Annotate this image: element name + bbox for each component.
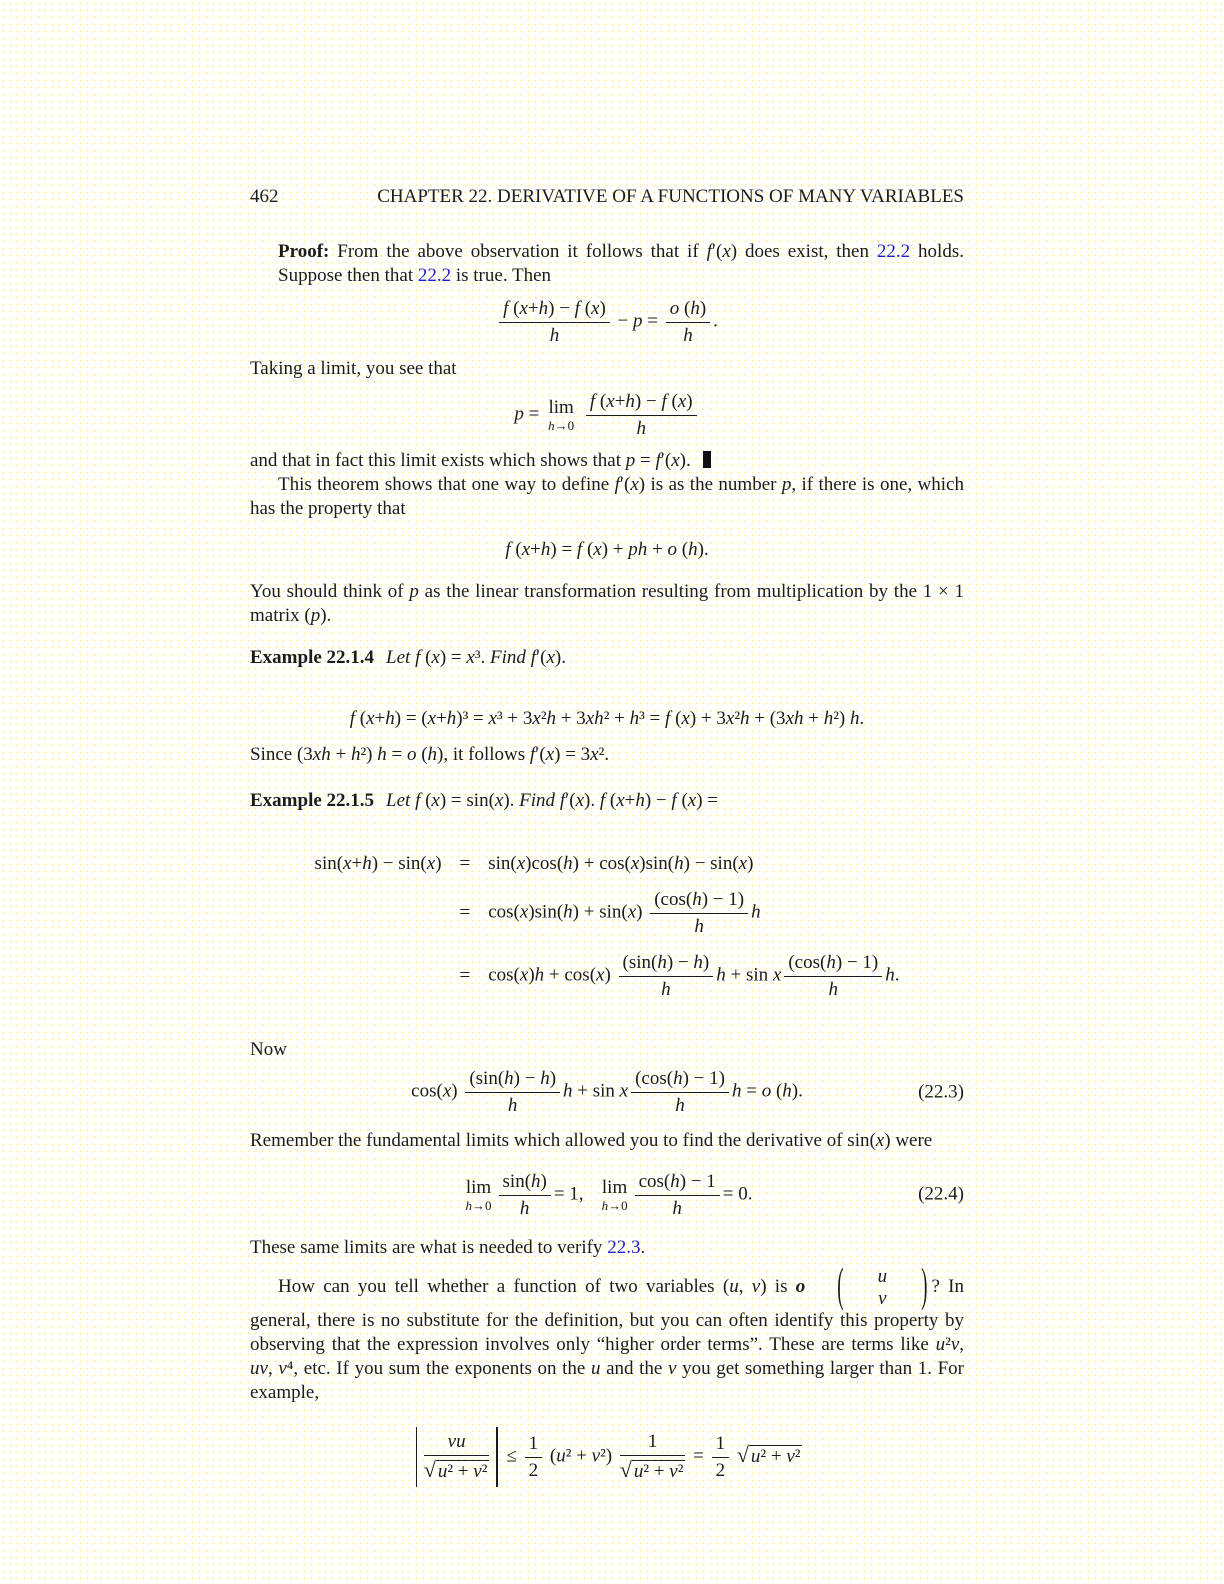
denominator: 2 xyxy=(715,1459,726,1481)
taking-limit-text: Taking a limit, you see that xyxy=(250,357,457,379)
equation-middle: − p = xyxy=(617,310,658,332)
eq223-lead: cos(x) xyxy=(411,1081,463,1103)
middle-term: (u² + v²) xyxy=(549,1445,617,1467)
radicand: u² + v² xyxy=(633,1461,684,1483)
math-p: p xyxy=(409,581,419,603)
denominator xyxy=(424,1456,490,1483)
denominator: h xyxy=(672,1197,682,1219)
ref-link-22-2-b[interactable]: 22.2 xyxy=(417,265,452,286)
page-number: 462 xyxy=(250,186,279,207)
fraction xyxy=(586,391,697,440)
math-sin-x: sin(x) xyxy=(847,1130,891,1152)
rhs3-middle: h + sin x xyxy=(716,964,782,986)
equation-body: f (x+h) = f (x) + ph + o (h). xyxy=(505,539,709,561)
proof-text-4: is true. Then xyxy=(451,265,552,286)
how-text-6: you get something larger than 1. For example, xyxy=(250,1358,965,1404)
fraction xyxy=(499,298,610,347)
equation-number-22-3: (22.3) xyxy=(918,1081,964,1103)
linear-transformation-paragraph xyxy=(250,580,964,628)
now-text: Now xyxy=(250,1039,287,1061)
denominator: h xyxy=(683,324,693,346)
limit-operator xyxy=(602,1178,628,1212)
left-paren: ( xyxy=(837,1260,844,1313)
numerator: o (h) xyxy=(666,298,710,323)
proof-paragraph xyxy=(278,240,964,288)
math-f-prime: f′(x) xyxy=(706,241,738,262)
text-column xyxy=(250,186,964,1497)
align-rhs-1: sin(x)cos(h) + cos(x)sin(h) − sin(x) xyxy=(488,852,754,874)
denominator: h xyxy=(519,1197,530,1219)
numerator: 1 xyxy=(712,1433,730,1458)
fraction xyxy=(650,889,748,938)
vector-entries xyxy=(846,1266,892,1310)
eq223-middle: h + sin x xyxy=(563,1081,629,1103)
fraction xyxy=(424,1431,490,1483)
theorem-text-2: is as the number xyxy=(645,474,782,496)
example-statement: Let f (x) = sin(x). Find f′(x). f (x+h) − f (x) = xyxy=(386,789,718,811)
math-matrix-p: (p) xyxy=(304,605,327,627)
math-u-v: (u, v) xyxy=(722,1275,767,1297)
numerator: cos(h) − 1 xyxy=(635,1171,720,1196)
numerator: vu xyxy=(424,1431,490,1456)
remember-text-1: Remember the fundamental limits which allowed you to find the derivative of xyxy=(250,1130,848,1152)
lim-subscript: h→0 xyxy=(601,1198,628,1214)
lim-word: lim xyxy=(548,397,574,419)
ref-link-22-2-a[interactable]: 22.2 xyxy=(876,241,911,262)
numerator: (cos(h) − 1) xyxy=(650,889,748,914)
proof-text-2: does exist, then xyxy=(737,241,877,262)
eq224-tail: = 0. xyxy=(722,1183,753,1205)
equation-lhs: p = xyxy=(514,403,545,425)
theorem-paragraph xyxy=(250,473,964,521)
equation-22-4 xyxy=(250,1171,964,1220)
inequality-equation xyxy=(250,1427,964,1487)
how-can-you-tell-paragraph xyxy=(250,1260,965,1406)
equals-sign: = xyxy=(459,852,471,874)
limit-exists-paragraph xyxy=(250,449,964,473)
rhs2-tail: h xyxy=(751,901,761,923)
denominator: h xyxy=(636,417,646,439)
since-text-2: , it follows xyxy=(443,743,530,765)
how-text-5: and the xyxy=(600,1358,668,1380)
example-2215-heading xyxy=(250,789,964,813)
equation-period: . xyxy=(713,310,718,332)
rhs3-tail: h. xyxy=(885,964,900,986)
now-paragraph xyxy=(250,1038,964,1062)
denominator: h xyxy=(675,1095,685,1117)
verify-text-1: These same limits are what is needed to verify xyxy=(250,1236,608,1258)
denominator: h xyxy=(661,978,671,1000)
numerator: (cos(h) − 1) xyxy=(631,1068,729,1093)
example-statement: Let f (x) = x³. Find f′(x). xyxy=(386,647,566,669)
how-text-4: , etc. If you sum the exponents on the xyxy=(293,1358,591,1380)
radical-sign: √ xyxy=(423,1458,436,1483)
limit-operator xyxy=(466,1178,492,1212)
eq224-middle: = 1, xyxy=(553,1183,584,1205)
numerator: 1 xyxy=(525,1433,543,1458)
display-equation-3 xyxy=(250,539,964,562)
abs-bar-left xyxy=(416,1427,417,1487)
fraction xyxy=(620,1431,686,1483)
rhs3-lead: cos(x)h + cos(x) xyxy=(488,964,616,986)
math-higher-order-terms: u²v, uv, v⁴ xyxy=(250,1334,964,1380)
radical-sign: √ xyxy=(619,1458,632,1483)
denominator: h xyxy=(507,1095,518,1117)
square-root xyxy=(736,1442,803,1467)
fraction xyxy=(635,1171,720,1220)
vector-entry-v: v xyxy=(878,1287,887,1309)
aligned-equation-block xyxy=(315,853,900,1000)
vector-entry-u: u xyxy=(877,1265,888,1287)
fraction xyxy=(712,1433,730,1482)
numerator: f (x+h) − f (x) xyxy=(499,298,610,323)
chapter-title: CHAPTER 22. DERIVATIVE OF A FUNCTIONS OF MANY VARIABLES xyxy=(377,186,964,207)
fraction xyxy=(784,952,882,1001)
math-f-prime: f′(x) xyxy=(614,474,646,496)
lim-word: lim xyxy=(465,1177,492,1199)
remember-text-2: were xyxy=(890,1130,933,1152)
math-derivative: f′(x) = 3x² xyxy=(529,743,605,765)
math-v: v xyxy=(668,1358,677,1380)
since-paragraph xyxy=(250,743,964,767)
lim-subscript: h→0 xyxy=(548,418,575,434)
example-2214-heading xyxy=(250,646,964,670)
how-text-3: ? In general, there is no substitute for the definition, but you can often identify this property by observing that the expression involves only “higher order terms”. These are terms like xyxy=(250,1275,964,1356)
numerator: f (x+h) − f (x) xyxy=(586,391,697,416)
equals-sign: = xyxy=(459,965,471,986)
equation-22-3 xyxy=(250,1068,964,1117)
denominator xyxy=(620,1456,686,1483)
numerator: (sin(h) − h) xyxy=(465,1068,560,1093)
qed-marker-icon xyxy=(703,451,711,468)
leq-sign: ≤ xyxy=(506,1445,517,1467)
fraction xyxy=(666,298,710,347)
taking-limit-paragraph xyxy=(250,357,964,381)
how-text-2: is xyxy=(766,1275,796,1297)
think-text-1: You should think of xyxy=(250,581,410,603)
verify-text-2: . xyxy=(640,1236,646,1258)
align-rhs-3 xyxy=(488,952,899,1001)
equals-sign: = xyxy=(693,1445,704,1467)
equation-body: f (x+h) = (x+h)³ = x³ + 3x²h + 3xh² + h³ = f (x) + 3x²h + (3xh + h²) h. xyxy=(349,708,865,730)
think-text-2: as the linear transformation resulting from multiplication by the 1 × 1 matrix xyxy=(250,581,964,627)
limit-operator xyxy=(548,398,574,432)
eq223-tail: h = o (h). xyxy=(731,1081,803,1103)
math-u: u xyxy=(590,1358,601,1380)
right-paren: ) xyxy=(921,1260,928,1313)
limit-exists-text: and that in fact this limit exists which shows that xyxy=(250,450,626,472)
remember-paragraph xyxy=(250,1129,964,1153)
radicand: u² + v² xyxy=(437,1461,488,1483)
denominator: h xyxy=(828,978,838,1000)
example-label: Example 22.1.5 xyxy=(250,789,375,811)
think-text-3: . xyxy=(326,605,332,627)
proof-text-3: holds. Suppose then that xyxy=(278,241,964,286)
align-rhs-2 xyxy=(488,889,899,938)
running-head xyxy=(250,186,964,208)
ref-link-22-3[interactable]: 22.3 xyxy=(607,1236,641,1258)
math-o-h: (3xh + h²) h = o (h) xyxy=(296,743,444,765)
equation-number-22-4: (22.4) xyxy=(918,1183,964,1205)
equals-sign: = xyxy=(459,902,471,924)
numerator: (cos(h) − 1) xyxy=(784,952,882,977)
numerator: sin(h) xyxy=(499,1171,551,1196)
since-text-3: . xyxy=(604,743,610,765)
theorem-text-1: This theorem shows that one way to define xyxy=(278,474,615,496)
example-label: Example 22.1.4 xyxy=(250,647,375,669)
column-vector xyxy=(807,1260,929,1313)
rhs2-lead: cos(x)sin(h) + sin(x) xyxy=(488,901,648,923)
fraction xyxy=(465,1068,560,1117)
verify-paragraph xyxy=(250,1236,964,1260)
numerator: (sin(h) − h) xyxy=(619,952,714,977)
abs-bar-right xyxy=(496,1427,497,1487)
denominator: h xyxy=(694,915,704,937)
denominator: 2 xyxy=(528,1459,539,1481)
since-text-1: Since xyxy=(250,743,297,765)
radicand: u² + v² xyxy=(750,1445,801,1467)
display-equation-4 xyxy=(250,708,964,731)
display-equation-1 xyxy=(250,298,964,347)
display-equation-2 xyxy=(250,391,964,440)
align-lhs-1: sin(x+h) − sin(x) xyxy=(314,852,442,874)
denominator: h xyxy=(549,324,560,346)
fraction xyxy=(619,952,714,1001)
proof-label: Proof: xyxy=(278,241,330,262)
math-p-equals: p = f′(x). xyxy=(625,450,691,472)
numerator: 1 xyxy=(620,1431,686,1456)
math-p: p xyxy=(781,474,792,496)
fraction xyxy=(499,1171,551,1220)
lim-subscript: h→0 xyxy=(465,1198,492,1214)
little-o-symbol: o xyxy=(795,1275,806,1297)
theorem-text-3: , if there is one, which has the property that xyxy=(250,474,964,520)
lim-word: lim xyxy=(601,1177,628,1199)
fraction xyxy=(525,1433,543,1482)
radical-sign: √ xyxy=(736,1442,749,1467)
fraction xyxy=(631,1068,729,1117)
how-text-1: How can you tell whether a function of two variables xyxy=(278,1275,723,1297)
proof-text-1: From the above observation it follows that if xyxy=(329,241,707,262)
